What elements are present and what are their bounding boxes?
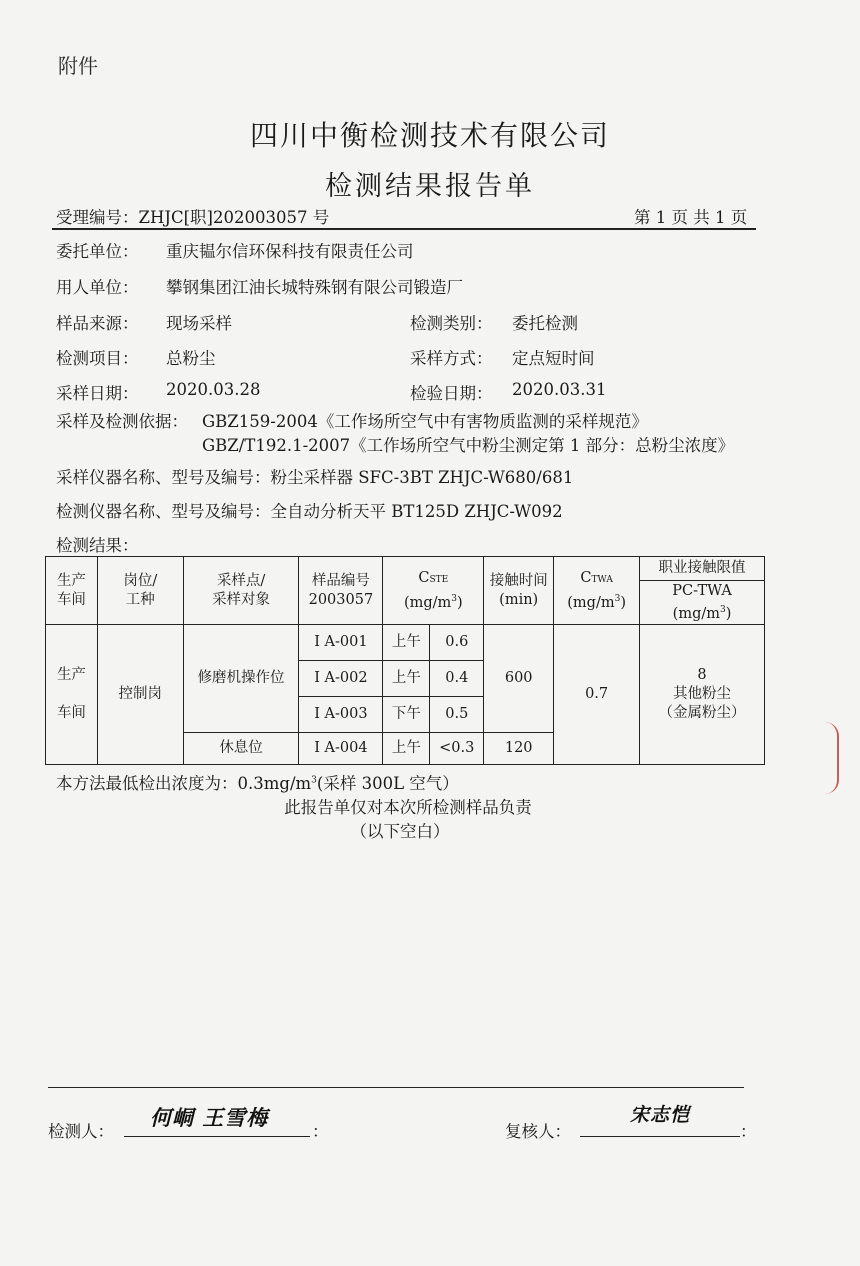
item-label: 检测项目： bbox=[56, 349, 139, 368]
cell-period: 上午 bbox=[383, 733, 430, 765]
inspector-colon: ： bbox=[312, 1122, 329, 1141]
header-post: 岗位/ 工种 bbox=[97, 557, 183, 625]
company-name: 四川中衡检测技术有限公司 bbox=[249, 119, 610, 152]
page-info: 第 1 页 共 1 页 bbox=[634, 208, 748, 227]
item-value: 总粉尘 bbox=[166, 349, 216, 368]
cell-cste-value: 0.5 bbox=[430, 697, 484, 733]
header-pc-twa: PC-TWA $(mg/m^3)$ bbox=[640, 581, 765, 625]
header-workshop: 生产 车间 bbox=[46, 557, 98, 625]
method-value: 定点短时间 bbox=[512, 349, 595, 368]
cell-limit: 8 其他粉尘 （金属粉尘） bbox=[640, 625, 765, 765]
results-label: 检测结果： bbox=[56, 536, 139, 555]
employer-value: 攀钢集团江油长城特殊钢有限公司锻造厂 bbox=[166, 278, 463, 297]
inspector-signature: 何峒 王雪梅 bbox=[150, 1106, 269, 1130]
basis-standard-1: GBZ159-2004《工作场所空气中有害物质监测的采样规范》 bbox=[202, 412, 648, 431]
header-rule bbox=[52, 228, 756, 230]
client-label: 委托单位： bbox=[56, 242, 139, 261]
sample-date-value: 2020.03.28 bbox=[166, 380, 261, 399]
cell-period: 上午 bbox=[383, 625, 430, 661]
cell-ctwa: 0.7 bbox=[554, 625, 640, 765]
responsibility-note: 此报告单仅对本次所检测样品负责 bbox=[284, 798, 532, 817]
header-ctwa: CTWA $(mg/m^3)$ bbox=[554, 557, 640, 625]
results-table bbox=[45, 556, 765, 765]
source-value: 现场采样 bbox=[166, 314, 232, 333]
cell-time-grinder: 600 bbox=[484, 625, 554, 733]
cell-cste-value: 0.6 bbox=[430, 625, 484, 661]
cell-cste-value: <0.3 bbox=[430, 733, 484, 765]
detection-limit-note: 本方法最低检出浓度为：$0.3mg/m^3$(采样 300L 空气） bbox=[56, 774, 459, 793]
client-value: 重庆韫尔信环保科技有限责任公司 bbox=[166, 242, 414, 261]
blank-below-note: （以下空白） bbox=[350, 822, 450, 841]
reviewer-label: 复核人： bbox=[505, 1122, 571, 1141]
cell-cste-value: 0.4 bbox=[430, 661, 484, 697]
inspector-signature-line bbox=[124, 1136, 310, 1137]
sampling-instrument: 采样仪器名称、型号及编号：粉尘采样器 SFC-3BT ZHJC-W680/681 bbox=[56, 468, 574, 487]
reviewer-colon: ： bbox=[740, 1122, 757, 1141]
sample-date-label: 采样日期： bbox=[56, 384, 139, 403]
cell-workshop: 生产 车间 bbox=[46, 625, 98, 765]
cell-sample: Ⅰ A-001 bbox=[299, 625, 383, 661]
source-label: 样品来源： bbox=[56, 314, 139, 333]
cell-sample: Ⅰ A-004 bbox=[299, 733, 383, 765]
inspector-label: 检测人： bbox=[48, 1122, 114, 1141]
category-value: 委托检测 bbox=[512, 314, 578, 333]
cell-point-grinder: 修磨机操作位 bbox=[183, 625, 299, 733]
reviewer-signature: 宋志恺 bbox=[630, 1104, 691, 1126]
basis-standard-2: GBZ/T192.1-2007《工作场所空气中粉尘测定第 1 部分：总粉尘浓度》 bbox=[202, 436, 735, 455]
testing-instrument: 检测仪器名称、型号及编号：全自动分析天平 BT125D ZHJC-W092 bbox=[56, 502, 563, 521]
basis-label: 采样及检测依据： bbox=[56, 412, 188, 431]
cell-sample: Ⅰ A-002 bbox=[299, 661, 383, 697]
method-label: 采样方式： bbox=[410, 349, 493, 368]
footer-rule bbox=[48, 1087, 744, 1088]
header-cste: CSTE $(mg/m^3)$ bbox=[383, 557, 484, 625]
header-exposure-limit: 职业接触限值 bbox=[640, 557, 765, 581]
cell-period: 上午 bbox=[383, 661, 430, 697]
header-sample-number: 样品编号 2003057 bbox=[299, 557, 383, 625]
cell-sample: Ⅰ A-003 bbox=[299, 697, 383, 733]
header-sampling-point: 采样点/ 采样对象 bbox=[183, 557, 299, 625]
employer-label: 用人单位： bbox=[56, 278, 139, 297]
cell-time-rest: 120 bbox=[484, 733, 554, 765]
category-label: 检测类别： bbox=[410, 314, 493, 333]
cell-point-rest: 休息位 bbox=[183, 733, 299, 765]
acceptance-number: 受理编号：ZHJC[职]202003057 号 bbox=[56, 208, 330, 227]
test-date-value: 2020.03.31 bbox=[512, 380, 607, 399]
report-title: 检测结果报告单 bbox=[325, 171, 535, 202]
attachment-label: 附件 bbox=[58, 54, 98, 78]
seal-edge-mark bbox=[825, 722, 839, 794]
cell-post: 控制岗 bbox=[97, 625, 183, 765]
cell-period: 下午 bbox=[383, 697, 430, 733]
header-exposure-time: 接触时间 (min) bbox=[484, 557, 554, 625]
test-date-label: 检验日期： bbox=[410, 384, 493, 403]
reviewer-signature-line bbox=[580, 1136, 740, 1137]
